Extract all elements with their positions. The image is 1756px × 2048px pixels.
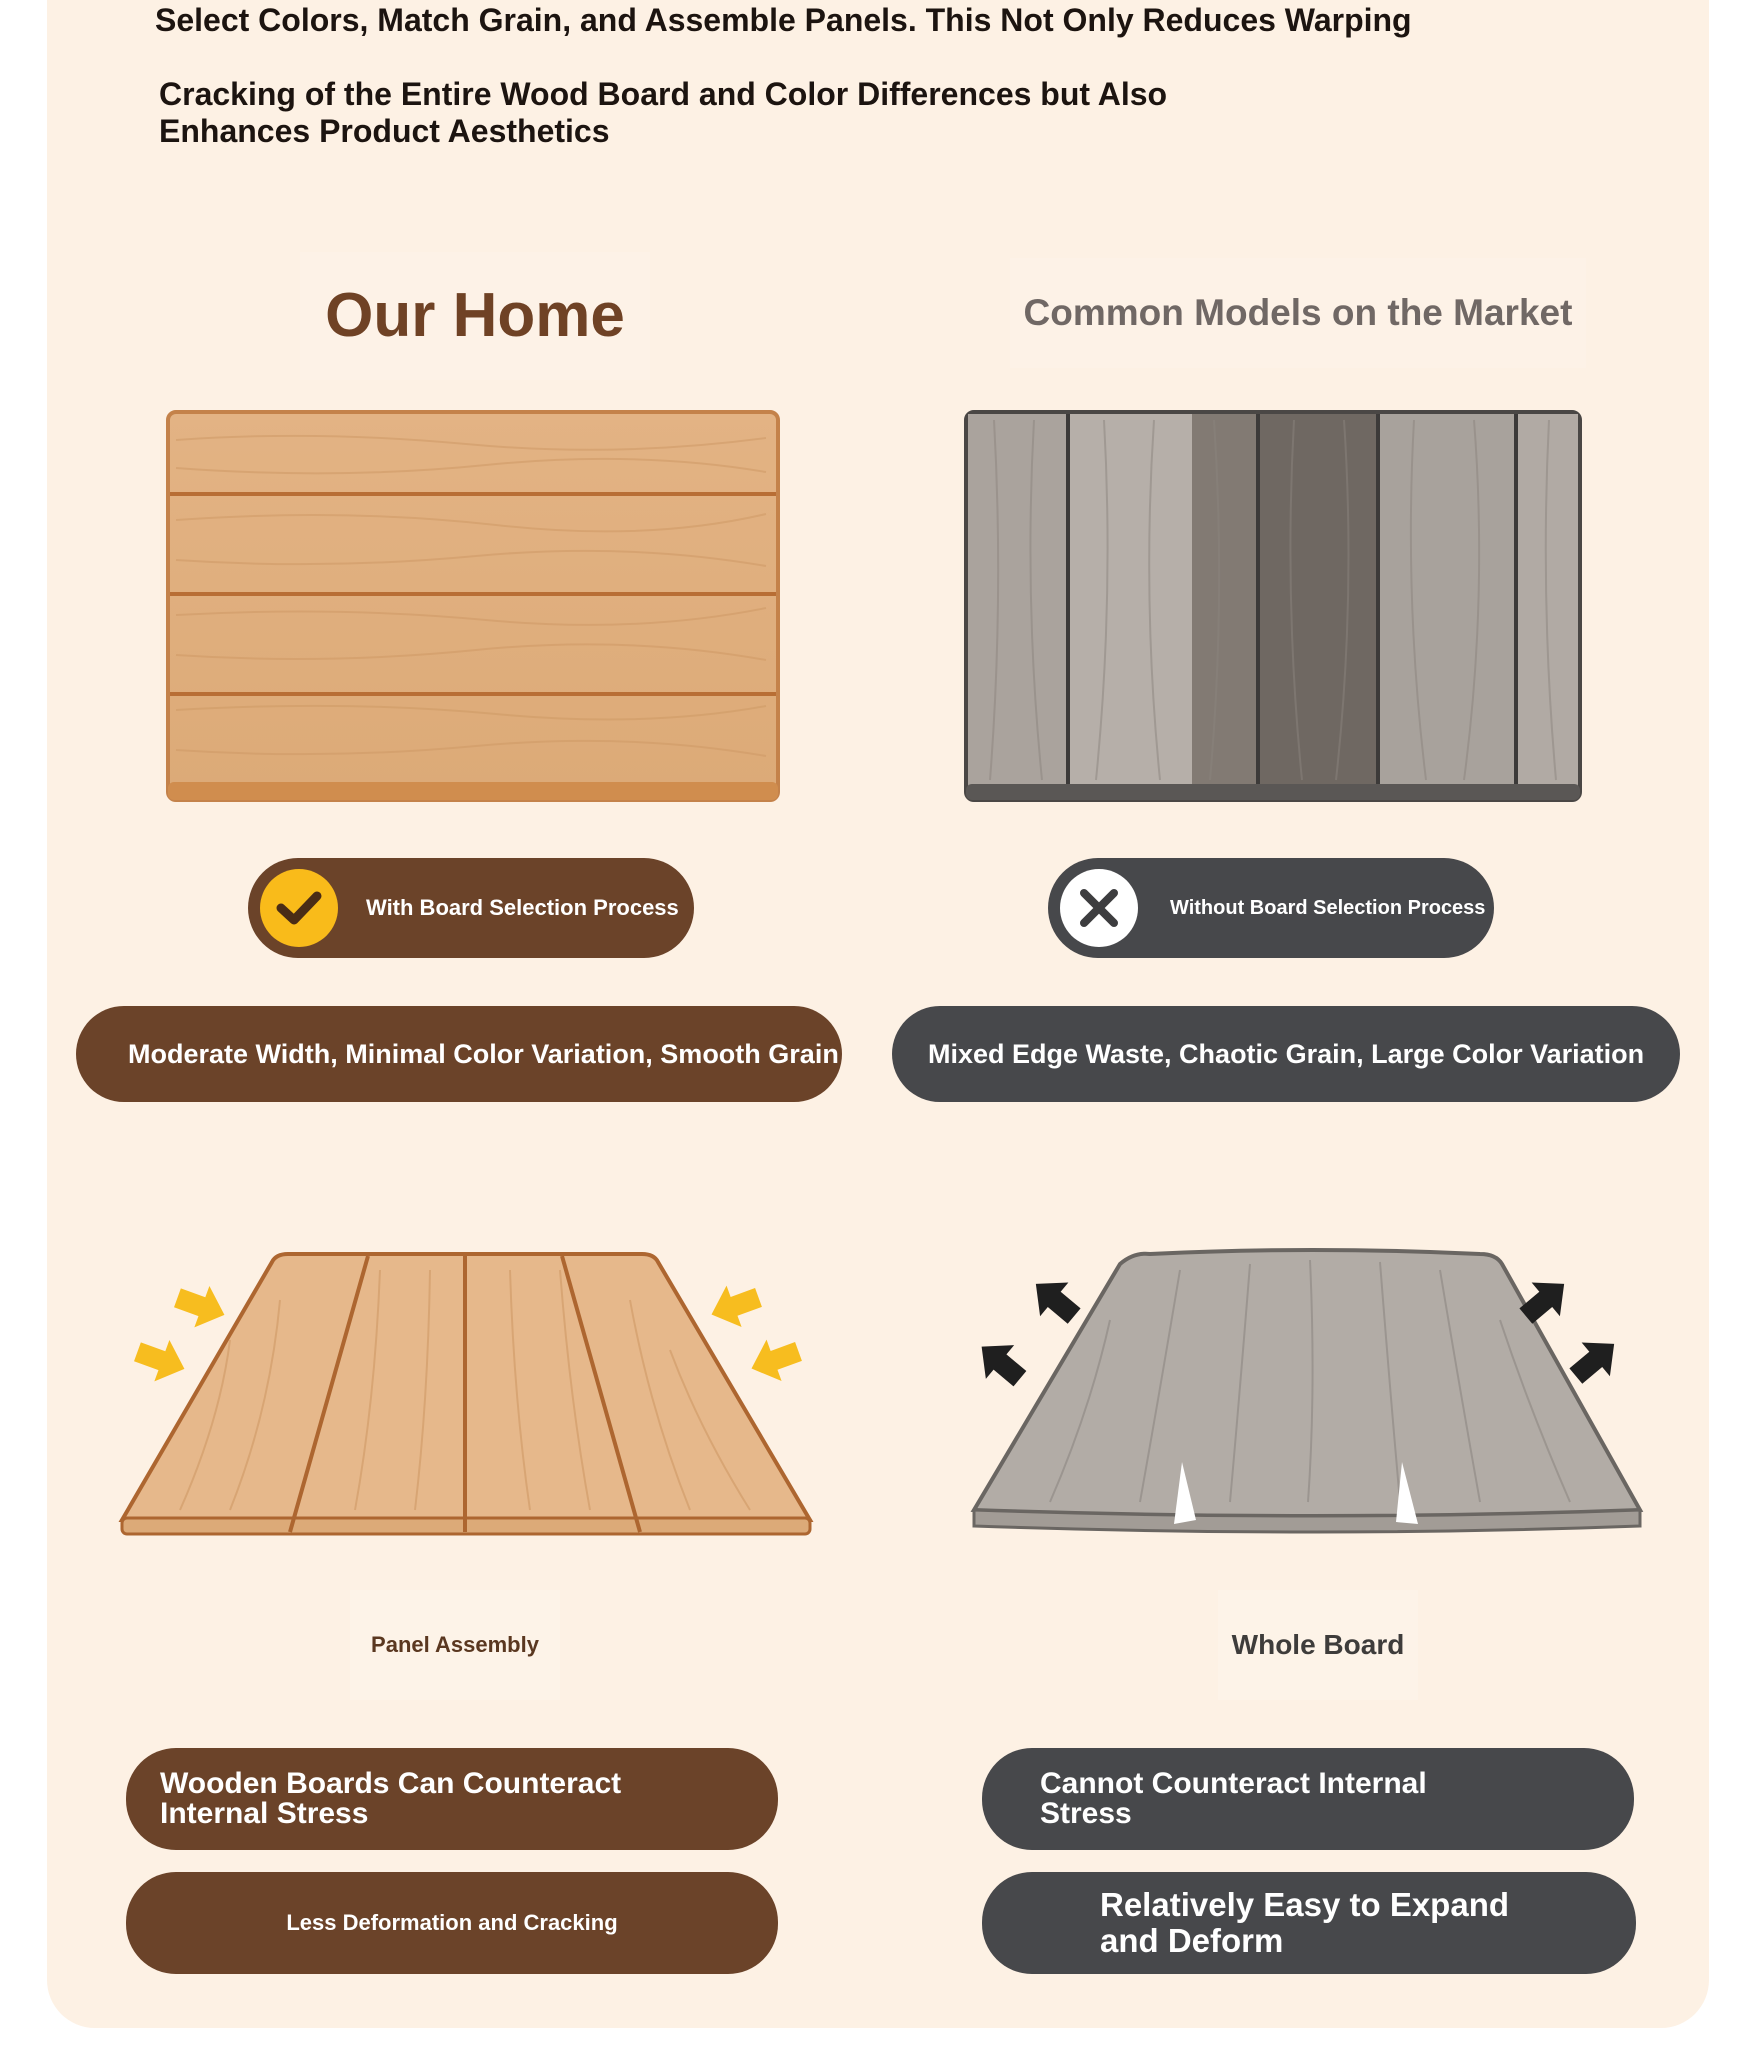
matched-panel-board-image — [166, 410, 780, 802]
easy-to-deform-pill — [982, 1872, 1636, 1974]
less-deformation-text: Less Deformation and Cracking — [286, 1910, 618, 1935]
without-selection-label: Without Board Selection Process — [1170, 896, 1486, 919]
intro-line-2: Cracking of the Entire Wood Board and Color Differences but Also Enhances Product Aesthetics — [159, 76, 1168, 149]
x-icon — [1060, 869, 1138, 947]
less-deformation-pill — [126, 1872, 778, 1974]
counteract-stress-text: Wooden Boards Can Counteract Internal Stress — [160, 1767, 622, 1830]
with-selection-label: With Board Selection Process — [366, 895, 679, 920]
market-heading: Common Models on the Market — [1010, 258, 1586, 368]
check-icon — [260, 869, 338, 947]
whole-board-image — [960, 1240, 1660, 1550]
our-home-feature-pill — [76, 1006, 842, 1102]
market-feature-pill — [892, 1006, 1680, 1102]
intro-line-1: Select Colors, Match Grain, and Assemble Panels. This Not Only Reduces Warping — [155, 2, 1412, 38]
unsorted-board-image — [964, 410, 1582, 802]
counteract-stress-pill — [126, 1748, 778, 1850]
panel-assembly-caption: Panel Assembly — [350, 1590, 560, 1700]
easy-to-deform-text: Relatively Easy to Expand and Deform — [1100, 1886, 1510, 1959]
whole-board-caption: Whole Board — [1218, 1590, 1418, 1700]
panel-assembly-image — [110, 1240, 830, 1550]
our-home-heading: Our Home — [300, 252, 650, 380]
cannot-counteract-pill — [982, 1748, 1634, 1850]
cannot-counteract-text: Cannot Counteract Internal Stress — [1040, 1767, 1427, 1830]
market-feature-text: Mixed Edge Waste, Chaotic Grain, Large Color Variation — [928, 1038, 1645, 1069]
our-home-feature-text: Moderate Width, Minimal Color Variation, Smooth Grain — [128, 1038, 839, 1069]
without-selection-badge — [1048, 858, 1494, 958]
with-selection-badge — [248, 858, 694, 958]
